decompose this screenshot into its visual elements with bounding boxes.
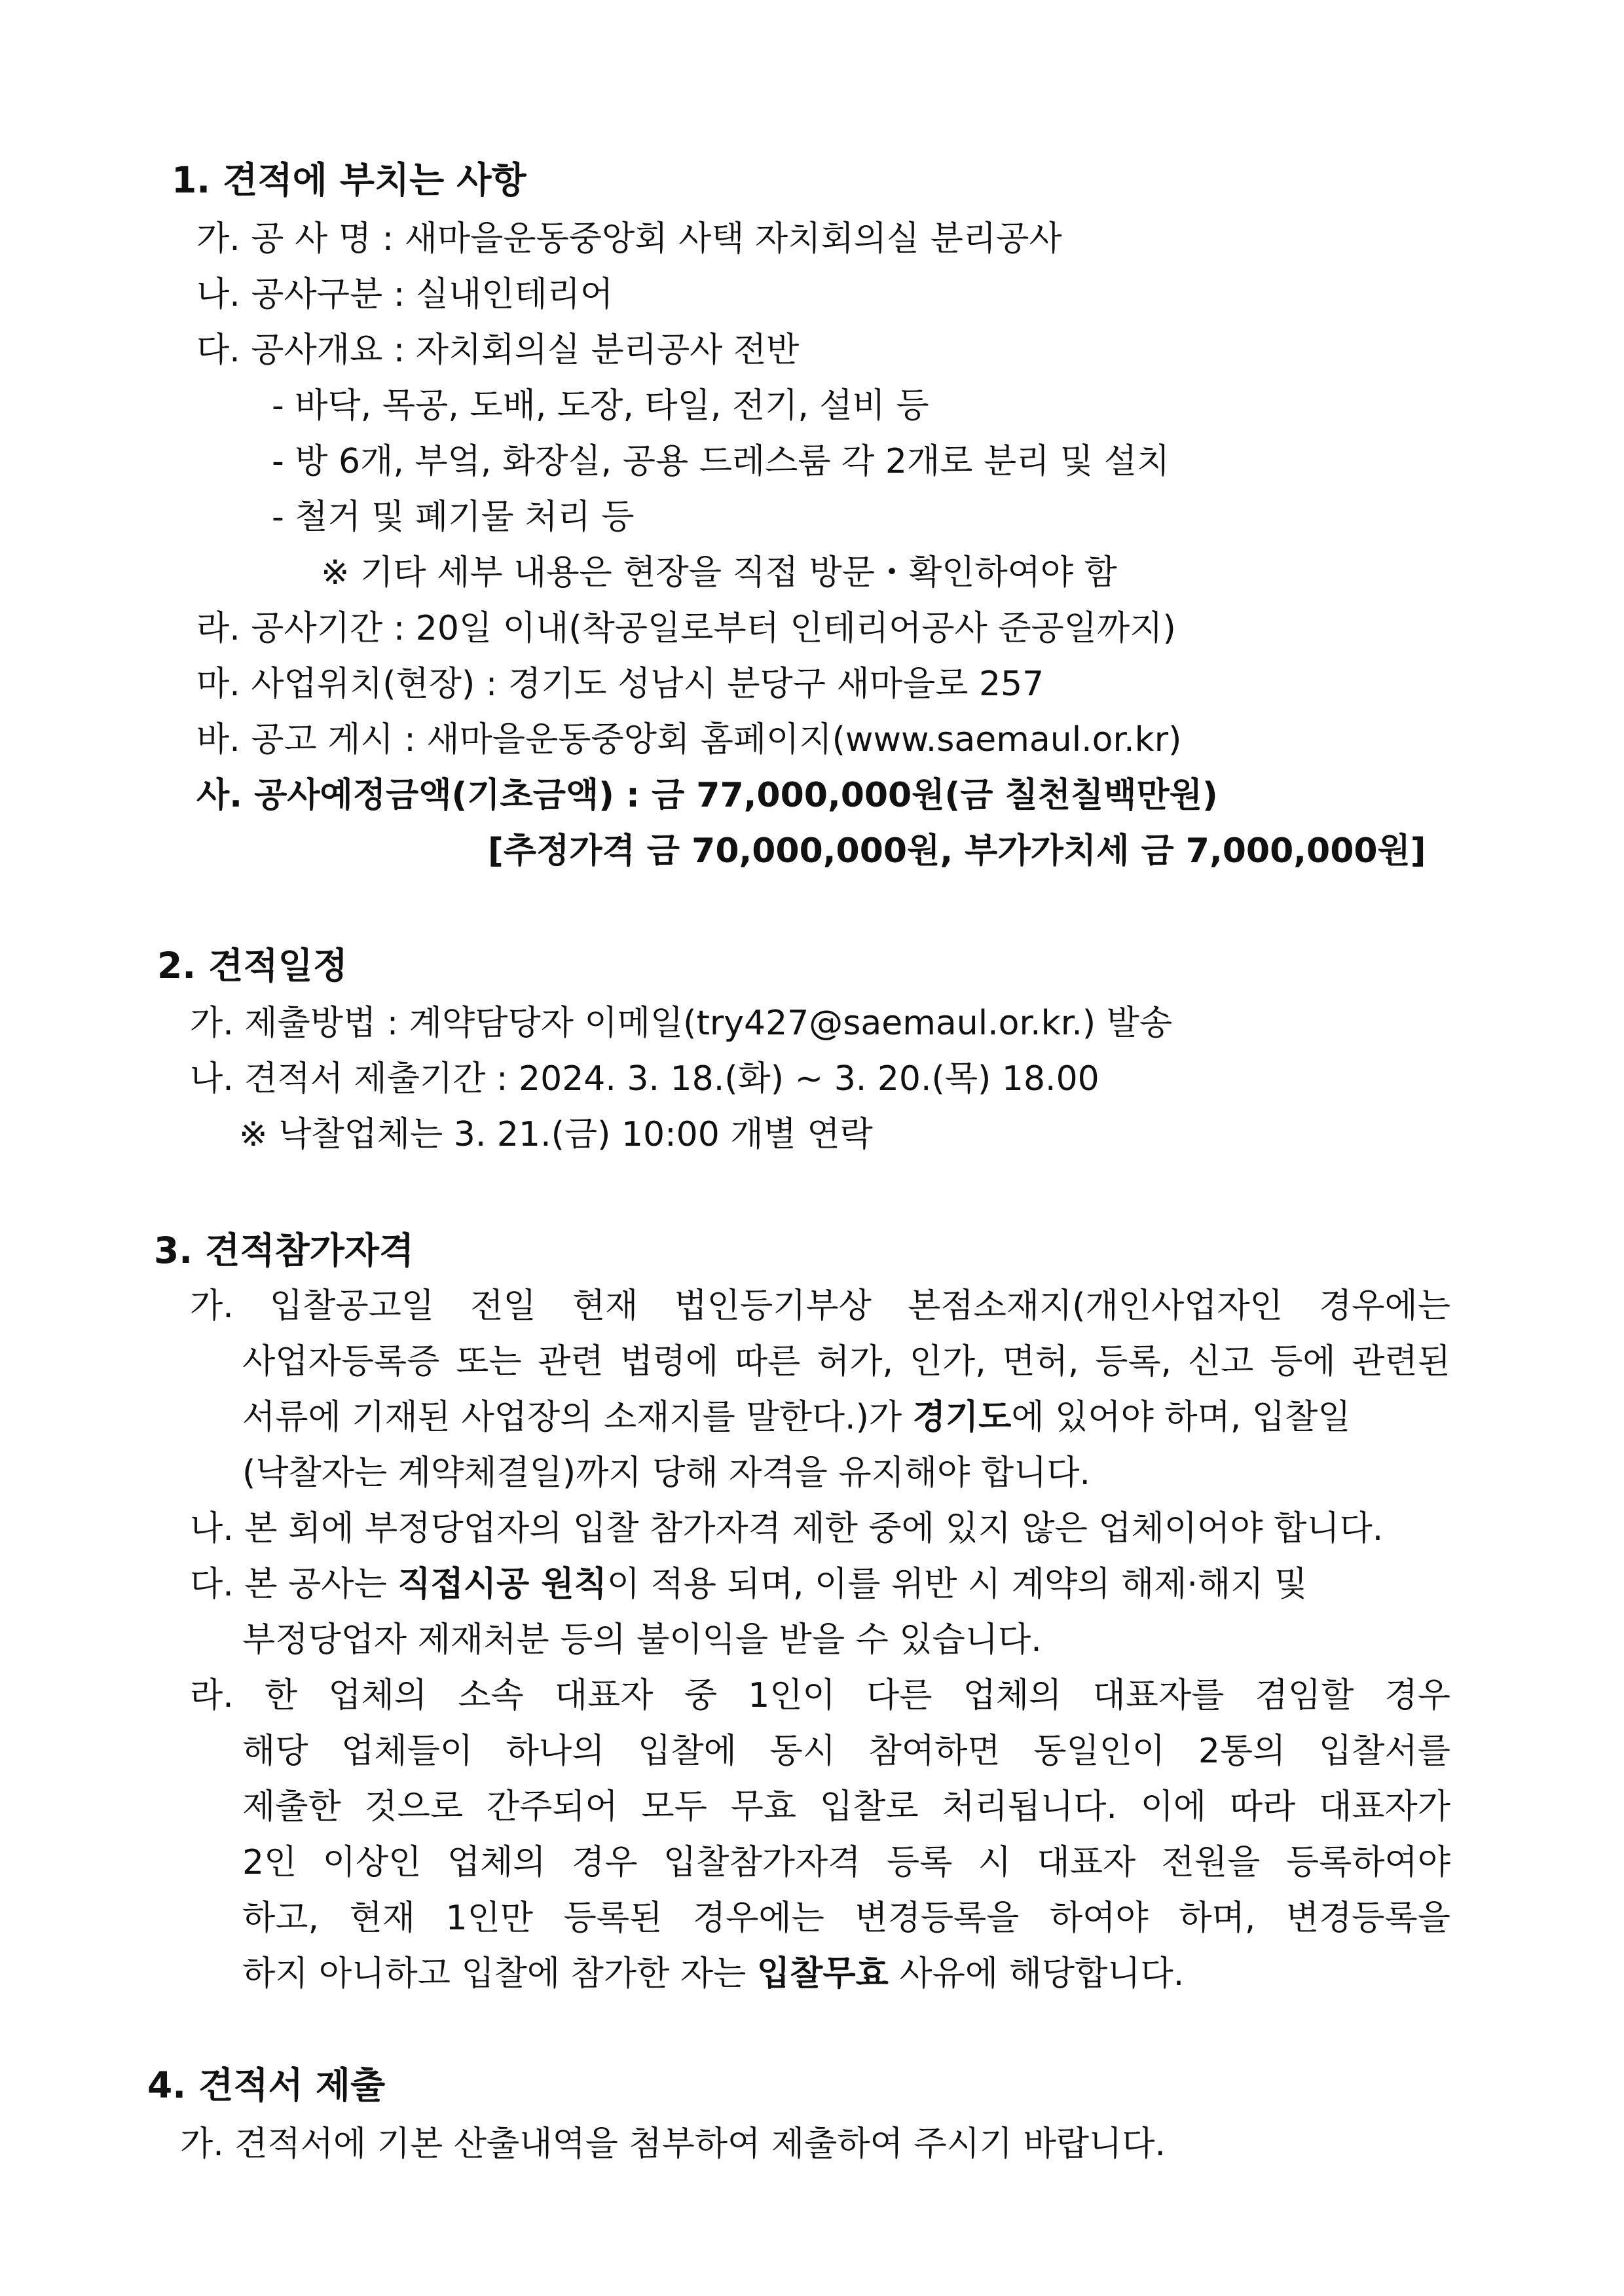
item-submission-period: 나. 견적서 제출기간 : 2024. 3. 18.(화) ~ 3. 20.(목) 18.00 — [190, 1059, 1099, 1099]
estimated-amount-detail: [추정가격 금 70,000,000원, 부가가치세 금 7,000,000원] — [488, 831, 1426, 871]
qualification-d-line-3: 제출한 것으로 간주되어 모두 무효 입찰로 처리됩니다. 이에 따라 대표자가 — [242, 1787, 1450, 1827]
invalid-bid-emphasis: 입찰무효 — [756, 1954, 889, 1994]
qualification-a-line-4: (낙찰자는 계약체결일)까지 당해 자격을 유지해야 합니다. — [242, 1453, 1091, 1493]
item-project-period: 라. 공사기간 : 20일 이내(착공일로부터 인테리어공사 준공일까지) — [196, 609, 1176, 648]
overview-sub-3: - 철거 및 폐기물 처리 등 — [272, 498, 635, 537]
qualification-d-line-1: 라. 한 업체의 소속 대표자 중 1인이 다른 업체의 대표자를 겸임할 경우 — [190, 1676, 1450, 1715]
overview-note: ※ 기타 세부 내용은 현장을 직접 방문・확인하여야 함 — [321, 553, 1117, 592]
qualification-c-line-1: 다. 본 공사는 직접시공 원칙이 적용 되며, 이를 위반 시 계약의 해제·해지 및 — [190, 1565, 1308, 1604]
qualification-d-line-6: 하지 아니하고 입찰에 참가한 자는 입찰무효 사유에 해당합니다. — [242, 1954, 1185, 1994]
qualification-a-line-1: 가. 입찰공고일 전일 현재 법인등기부상 본점소재지(개인사업자인 경우에는 — [190, 1286, 1450, 1326]
overview-sub-2: - 방 6개, 부엌, 화장실, 공용 드레스룸 각 2개로 분리 및 설치 — [272, 442, 1170, 481]
section-2-heading: 2. 견적일정 — [157, 945, 348, 987]
region-emphasis: 경기도 — [912, 1398, 1012, 1437]
direct-construction-emphasis: 직접시공 원칙 — [397, 1565, 607, 1604]
overview-sub-1: - 바닥, 목공, 도배, 도장, 타일, 전기, 설비 등 — [272, 386, 929, 426]
qualification-d-line-5: 하고, 현재 1인만 등록된 경우에는 변경등록을 하여야 하며, 변경등록을 — [242, 1899, 1450, 1938]
qualification-b: 나. 본 회에 부정당업자의 입찰 참가자격 제한 중에 있지 않은 업체이어야 합니다. — [190, 1509, 1384, 1548]
qualification-a-line-2: 사업자등록증 또는 관련 법령에 따른 허가, 인가, 면허, 등록, 신고 등에 관련된 — [242, 1342, 1450, 1381]
item-project-name: 가. 공 사 명 : 새마을운동중앙회 사택 자치회의실 분리공사 — [196, 219, 1062, 259]
item-estimate-submission: 가. 견적서에 기본 산출내역을 첨부하여 제출하여 주시기 바랍니다. — [180, 2124, 1166, 2164]
item-estimated-amount: 사. 공사예정금액(기초금액) : 금 77,000,000원(금 칠천칠백만원) — [196, 776, 1218, 815]
section-1-heading: 1. 견적에 부치는 사항 — [172, 159, 526, 201]
qualification-a-line-3: 서류에 기재된 사업장의 소재지를 말한다.)가 경기도에 있어야 하며, 입찰일 — [242, 1398, 1351, 1437]
item-project-overview: 다. 공사개요 : 자치회의실 분리공사 전반 — [196, 331, 800, 370]
section-4-heading: 4. 견적서 제출 — [147, 2064, 386, 2106]
section-3-heading: 3. 견적참가자격 — [154, 1230, 415, 1271]
item-project-location: 마. 사업위치(현장) : 경기도 성남시 분당구 새마을로 257 — [196, 665, 1044, 704]
item-submission-method: 가. 제출방법 : 계약담당자 이메일(try427@saemaul.or.kr.) 발송 — [190, 1004, 1173, 1043]
submission-note: ※ 낙찰업체는 3. 21.(금) 10:00 개별 연락 — [239, 1115, 873, 1154]
qualification-d-line-2: 해당 업체들이 하나의 입찰에 동시 참여하면 동일인이 2통의 입찰서를 — [242, 1732, 1450, 1771]
item-notice-posting: 바. 공고 게시 : 새마을운동중앙회 홈페이지(www.saemaul.or.kr) — [196, 720, 1182, 759]
qualification-c-line-2: 부정당업자 제재처분 등의 불이익을 받을 수 있습니다. — [242, 1620, 1042, 1660]
qualification-d-line-4: 2인 이상인 업체의 경우 입찰참가자격 등록 시 대표자 전원을 등록하여야 — [242, 1843, 1450, 1882]
item-project-type: 나. 공사구분 : 실내인테리어 — [196, 275, 614, 314]
